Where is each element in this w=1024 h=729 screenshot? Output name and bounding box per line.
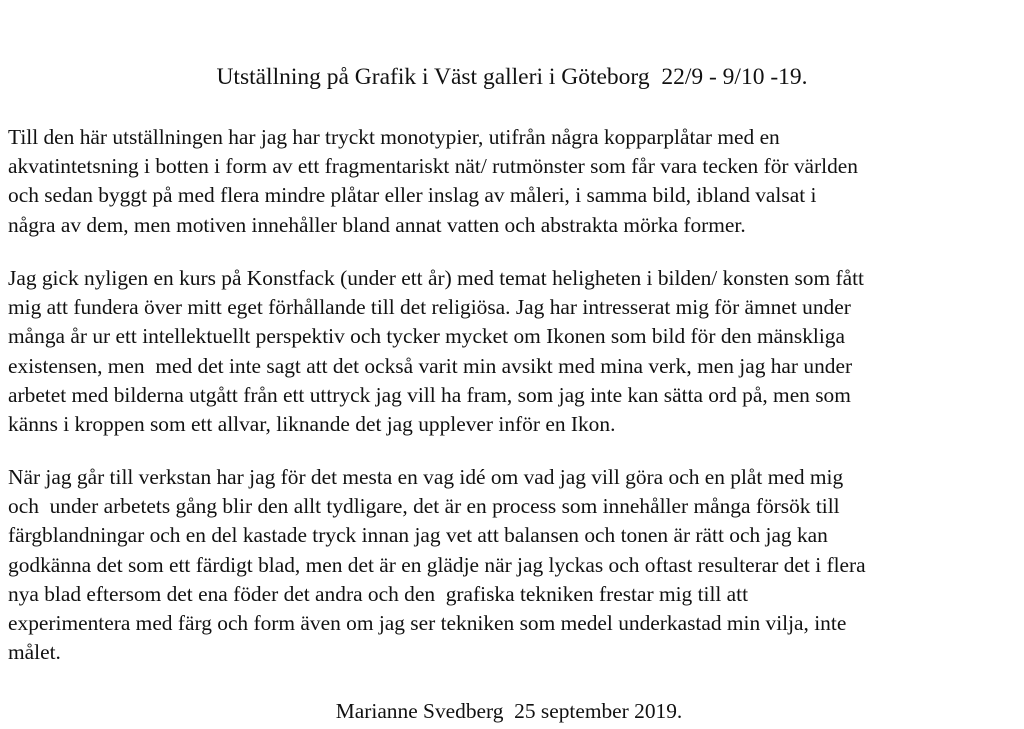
paragraph-line: mig att fundera över mitt eget förhållande till det religiösa. Jag har intresserat mig för ämnet under bbox=[8, 295, 851, 320]
paragraph-line: arbetet med bilderna utgått från ett uttryck jag vill ha fram, som jag inte kan sätta ord på, men som bbox=[8, 382, 851, 407]
paragraph-line: färgblandningar och en del kastade tryck innan jag vet att balansen och tonen är rätt och jag kan bbox=[8, 523, 828, 548]
paragraph-3 bbox=[8, 463, 1018, 667]
paragraph-line: existensen, men med det inte sagt att det också varit min avsikt med mina verk, men jag har under bbox=[8, 353, 853, 378]
paragraph-line: akvatintetsning i botten i form av ett fragmentariskt nät/ rutmönster som får vara tecken för världen bbox=[8, 154, 858, 179]
paragraph-1 bbox=[8, 123, 1018, 240]
paragraph-line: När jag går till verkstan har jag för det mesta en vag idé om vad jag vill göra och en plåt med mig bbox=[8, 465, 844, 489]
paragraph-line: nya blad eftersom det ena föder det andra och den grafiska tekniken frestar mig till att bbox=[8, 581, 749, 606]
paragraph-line: Jag gick nyligen en kurs på Konstfack (under ett år) med temat heligheten i bilden/ konsten som fått bbox=[8, 266, 864, 290]
paragraph-line: många år ur ett intellektuellt perspektiv och tycker mycket om Ikonen som bild för den mänskliga bbox=[8, 324, 845, 349]
paragraph-line: målet. bbox=[8, 640, 61, 665]
document-title: Utställning på Grafik i Väst galleri i Göteborg 22/9 - 9/10 -19. bbox=[216, 64, 808, 90]
paragraph-line: och under arbetets gång blir den allt tydligare, det är en process som innehåller många försök till bbox=[8, 494, 840, 519]
paragraph-line: experimentera med färg och form även om jag ser tekniken som medel underkastad min vilja, inte bbox=[8, 611, 847, 636]
paragraph-line: godkänna det som ett färdigt blad, men det är en glädje när jag lyckas och oftast resulterar det i flera bbox=[8, 552, 866, 577]
paragraph-line: Till den här utställningen har jag har tryckt monotypier, utifrån några kopparplåtar med en bbox=[8, 125, 780, 149]
paragraph-line: och sedan byggt på med flera mindre plåtar eller inslag av måleri, i samma bild, ibland valsat i bbox=[8, 183, 817, 208]
paragraph-2 bbox=[8, 264, 1018, 439]
paragraph-line: några av dem, men motiven innehåller bland annat vatten och abstrakta mörka former. bbox=[8, 212, 746, 237]
paragraph-line: känns i kroppen som ett allvar, liknande det jag upplever inför en Ikon. bbox=[8, 412, 616, 437]
signature-line: Marianne Svedberg 25 september 2019. bbox=[335, 699, 683, 723]
